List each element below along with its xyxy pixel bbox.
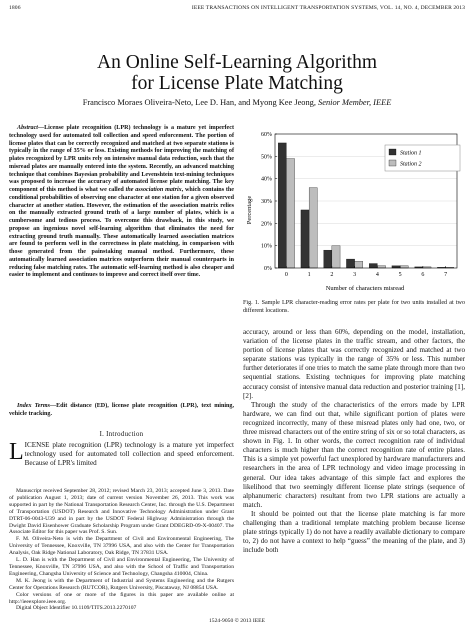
bar-station-2 (400, 266, 408, 268)
index-terms-text: —Edit distance (ED), license plate recognition (LPR), text mining, vehicle tracking. (9, 403, 235, 417)
bar-station-2 (355, 261, 363, 268)
y-tick-label: 50% (261, 154, 272, 161)
intro-paragraph (9, 441, 234, 468)
legend-label-station-1: Station 1 (400, 150, 422, 157)
y-tick-label: 60% (261, 132, 272, 138)
body-paragraph-3: It should be pointed out that the license plate matching is far more challenging than a traditional template matching problem because license plate strings typically 1) do not have a readily available dictionary to compare to, 2) do not have a context to help “guess” the meaning of the plate, and 3) include both (243, 509, 465, 555)
footnotes (9, 488, 234, 612)
body-paragraph-1: accuracy, around or less than 60%, depending on the model, installation, variation of the license plates in the traffic stream, and other factors, the portion of license plates that was correctly recognized and matched at two separate stations was typically in the range of 35% or less. This number further deteriorates if one tries to match the same plate through more than two sequential stations. Existing techniques for improving plate matching accuracy consist of intensive manual data reduction and posterior training [1], [2]. (243, 328, 465, 400)
y-axis-label: Percentage (246, 195, 253, 225)
right-column-body (243, 328, 465, 555)
author-line (0, 98, 474, 107)
x-tick-label: 6 (421, 272, 425, 278)
x-tick-label: 1 (307, 272, 311, 278)
abstract-text-b: , which contains the conditional probabilities of observing one character at one station for a given observed character at another station. However, the estimation of the association matrix relies on the manually extracted ground truth of a large number of plates, which is a cumbersome and tedious process. To overcome this drawback, in this study, we propose an ingenious novel self-learning algorithm that eliminates the need for extracting ground truth manually. These automatically learned association matrices are found to perform well in the correctness in plate matching, in comparison with those generated from the painstaking manual method. Furthermore, these automatically learned association matrices outperform their manual counterparts in reducing false matching rates. The automatic self-learning method is also cheaper and easier to implement and continues to improve and correct itself over time. (9, 187, 234, 279)
section-heading: I. Introduction (99, 431, 144, 438)
x-tick-label: 3 (353, 272, 357, 278)
bar-station-2 (286, 159, 294, 268)
y-tick-label: 30% (261, 199, 272, 205)
running-header (9, 5, 465, 11)
bar-station-1 (392, 266, 400, 268)
footnote-author-2: L. D. Han is with the Department of Civil and Environmental Engineering, The University of Tennessee, Knoxville, TN 37996 USA, and also with the School of Traffic and Transportation Engineering, Changsha University of Science and Technology, Changsha 410004, China. (9, 557, 234, 577)
journal-citation: IEEE TRANSACTIONS ON INTELLIGENT TRANSPORTATION SYSTEMS, VOL. 14, NO. 4, DECEMBER 2013 (191, 5, 465, 11)
figure-1-caption: Fig. 1. Sample LPR character-reading error rates per plate for two units installed at two different locations. (243, 300, 465, 314)
y-tick-label: 20% (261, 221, 272, 228)
x-axis-label: Number of characters misread (325, 285, 405, 292)
drop-cap: L (9, 439, 24, 465)
bar-station-1 (369, 264, 377, 268)
legend-swatch-station-1 (389, 149, 396, 155)
title-line-1: An Online Self-Learning Algorithm (97, 52, 377, 73)
bar-station-2 (332, 246, 340, 268)
chart-legend (385, 145, 460, 171)
body-paragraph-2: Through the study of the characteristics of the errors made by LPR hardware, we can find out that, while significant portion of plates were recognized incorrectly, many of these misread plates only had one, two, or three misread characters out of the entire string of six or so total characters, as shown in Fig. 1. In other words, the correct recognition rate of individual characters is much higher than the correct recognition rate of entire plates. This is a simple yet powerful fact unexplored by hardware manufacturers and researchers in the area of LPR technology and video image processing in general. Our idea takes advantage of this simple fact and explores the likelihood that two seemingly different license plate strings (sequence of alphanumeric characters) resultant from two LPR stations are actually a match. (243, 400, 465, 509)
y-tick-label: 10% (261, 243, 272, 250)
bar-station-2 (377, 266, 385, 268)
bar-station-2 (309, 188, 317, 268)
index-terms (9, 403, 234, 419)
paper-title (0, 52, 474, 94)
x-tick-label: 0 (284, 272, 288, 278)
legend-box (385, 145, 460, 171)
bar-station-1 (346, 259, 354, 268)
x-tick-label: 2 (330, 272, 334, 278)
footnote-author-1: F. M. Oliveira-Neto is with the Department of Civil and Environmental Engineering, The University of Tennessee, Knoxville, TN 37996 USA, and also with the Center for Transportation Analysis, Oak Ridge National Laboratory, Oak Ridge, TN 37831 USA. (9, 536, 234, 557)
page-number: 1806 (9, 5, 21, 11)
bar-station-1 (278, 143, 286, 268)
author-names: Francisco Moraes Oliveira-Neto, Lee D. Han, and Myong Kee Jeong, (82, 98, 316, 107)
bar-station-1 (324, 250, 332, 268)
title-line-2: for License Plate Matching (131, 73, 343, 94)
x-tick-label: 5 (398, 272, 402, 278)
intro-text: ICENSE plate recognition (LPR) technology is a mature yet imperfect technology used for automated toll collection and speed enforcement. Because of LPR's limited (24, 441, 234, 468)
y-tick-label: 40% (261, 176, 272, 183)
footnote-author-3: M. K. Jeong is with the Department of Industrial and Systems Engineering and the Rutgers Center for Operations Research (RUTCOR), Rutgers University, Piscataway, NJ 08854 USA. (9, 577, 234, 591)
legend-label-station-2: Station 2 (400, 161, 422, 168)
abstract (9, 125, 234, 280)
copyright-footer: 1524-9050 © 2013 IEEE (209, 618, 265, 624)
figure-1-bar-chart (243, 128, 465, 296)
y-tick-label: 0% (264, 266, 272, 272)
index-terms-lead: Index Terms (17, 403, 50, 409)
abstract-term: the association matrix (125, 187, 182, 193)
footnote-manuscript: Manuscript received September 28, 2012; revised March 23, 2013; accepted June 3, 2013. Date of publication August 1, 2013; date of current version November 26, 2013. This work was supported in part by the National Transportation Research Center, Inc. through the U.S. Department of Transportation (USDOT) Research and Innovative Technology Administration under Grant DTRT-06-0043-U39 and in part by the USDOT Federal Highway Administration through the Dwight David Eisenhower Graduate Scholarship Program under Grant DDEGRD-09-X-00407. The Associate Editor for this paper was Prof. S. Sun. (9, 488, 234, 536)
author-membership: Senior Member, IEEE (318, 98, 392, 107)
x-tick-label: 7 (444, 272, 448, 278)
legend-swatch-station-2 (389, 160, 396, 166)
abstract-lead: Abstract (17, 125, 38, 131)
x-tick-label: 4 (375, 272, 379, 278)
bar-station-1 (301, 210, 309, 268)
abstract-text-a: —License plate recognition (LPR) technology is a mature yet imperfect technology used for automated toll collection and speed enforcement. The portion of license plates that can be correctly recognized and matched at two separate stations is typically in the range of 35% or less. Existing methods for improving the matching of plates recognized by LPR units rely on intensive manual data reduction, such that the misread plates are manually entered into the system. Recently, an advanced matching technique that combines Bayesian probability and Levenshtein text-mining techniques was proposed to increase the accuracy of automated license plate matching. The key component of this method is what we called (9, 125, 234, 193)
footnote-doi: Digital Object Identifier 10.1109/TITS.2013.2270107 (16, 605, 137, 612)
footnote-color: Color versions of one or more of the figures in this paper are available online at http://ieeexplore.ieee.org. (9, 591, 234, 605)
